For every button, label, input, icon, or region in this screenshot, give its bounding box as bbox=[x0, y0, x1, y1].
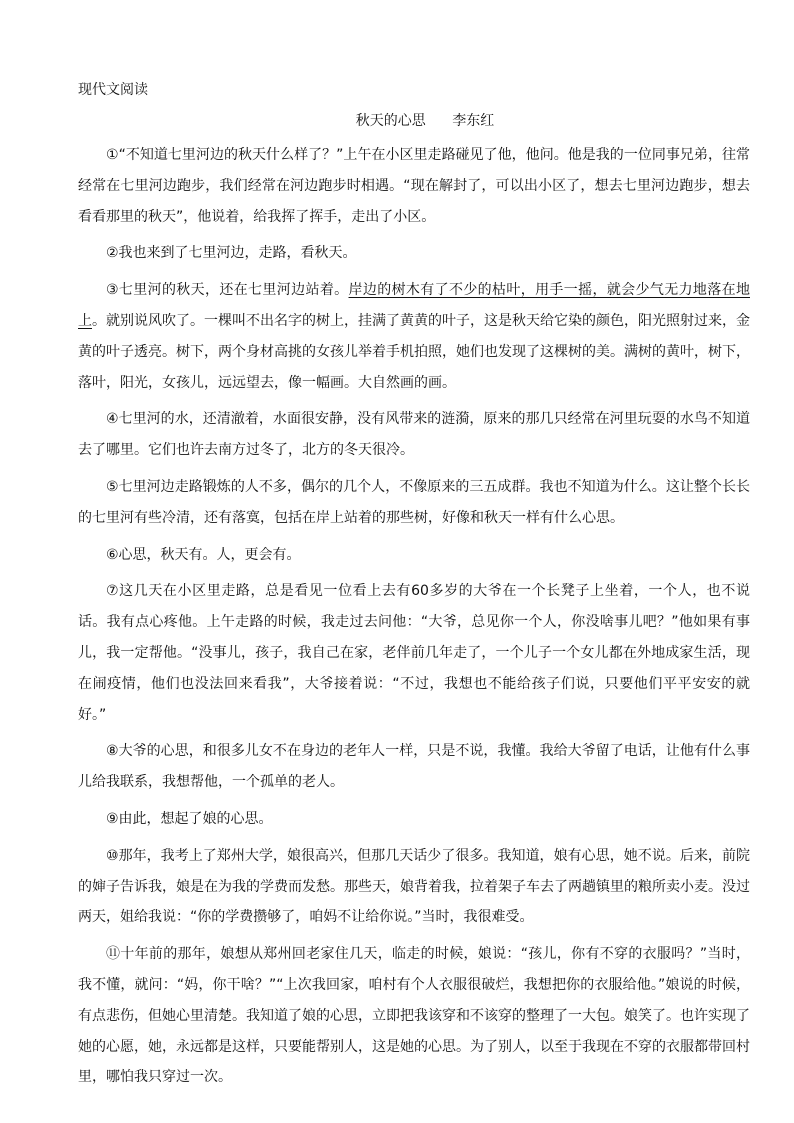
paragraph-8: ⑧大爷的心思，和很多儿女不在身边的老年人一样，只是不说，我懂。我给大爷留了电话，让他有什么事儿给我联系，我想帮他，一个孤单的老人。 bbox=[78, 743, 750, 791]
paragraph-7: ⑦这几天在小区里走路，总是看见一位看上去有60多岁的大爷在一个长凳子上坐着，一个人，也不说话。我有点心疼他。上午走路的时候，我走过去问他：“大爷，总见你一个人，你没啥事儿吧？”他如果有事儿，我一定帮他。“没事儿，孩子，我自己在家，老伴前几年走了，一个儿子一个女儿都在外地成家生活，现在闹疫情，他们也没法回来看我”，大爷接着说：“不过，我想也不能给孩子们说，只要他们平平安安的就好。” bbox=[78, 583, 750, 723]
article-title: 秋天的心思 bbox=[355, 113, 426, 129]
paragraph-3 bbox=[78, 275, 750, 398]
underlined-sentence: 岸边的树木有了不少的枯叶，用手一摇，就会少气无力地落在地上 bbox=[78, 282, 750, 329]
paragraph-9: ⑨由此，想起了娘的心思。 bbox=[106, 810, 273, 827]
paragraph-11: ⑪十年前的那年，娘想从郑州回老家住几天，临走的时候，娘说：“孩儿，你有不穿的衣服吗？”当时，我不懂，就问：“妈，你干啥？”“上次我回家，咱村有个人衣服很破烂，我想把你的衣服给他。”娘说的时候，有点悲伤，但她心里清楚。我知道了娘的心思，立即把我该穿和不该穿的整理了一大包。娘笑了。也许实现了她的心愿，她，永远都是这样，只要能帮别人，这是她的心思。为了别人，以至于我现在不穿的衣服都带回村里，哪怕我只穿过一次。 bbox=[78, 946, 750, 1086]
paragraph-2: ②我也来到了七里河边，走路，看秋天。 bbox=[106, 245, 357, 262]
article-heading bbox=[0, 111, 794, 131]
paragraph-6: ⑥心思，秋天有。人，更会有。 bbox=[106, 546, 301, 563]
paragraph-3-after: 。就别说风吹了。一棵叫不出名字的树上，挂满了黄黄的叶子，这是秋天给它染的颜色，阳光照射过来，金黄的叶子透亮。树下，两个身材高挑的女孩儿举着手机拍照，她们也发现了这棵树的美。满树的黄叶，树下，落叶，阳光，女孩儿，远远望去，像一幅画。大自然画的画。 bbox=[78, 312, 750, 391]
paragraph-10: ⑩那年，我考上了郑州大学，娘很高兴，但那几天话少了很多。我知道，娘有心思，她不说。后来，前院的婶子告诉我，娘是在为我的学费而发愁。那些天，娘背着我，拉着架子车去了两趟镇里的粮所卖小麦。没过两天，姐给我说：“你的学费攒够了，咱妈不让给你说。”当时，我很难受。 bbox=[78, 847, 750, 926]
paragraph-1: ①“不知道七里河边的秋天什么样了？”上午在小区里走路碰见了他，他问。他是我的一位同事兄弟，往常经常在七里河边跑步，我们经常在河边跑步时相遇。“现在解封了，可以出小区了，想去七里河边跑步，想去看看那里的秋天”，他说着，给我挥了挥手，走出了小区。 bbox=[78, 147, 750, 225]
section-title: 现代文阅读 bbox=[78, 82, 148, 98]
paragraph-4: ④七里河的水，还清澈着，水面很安静，没有风带来的涟漪，原来的那几只经常在河里玩耍的水鸟不知道去了哪里。它们也许去南方过冬了，北方的冬天很冷。 bbox=[78, 411, 750, 459]
paragraph-5: ⑤七里河边走路锻炼的人不多，偶尔的几个人，不像原来的三五成群。我也不知道为什么。这让整个长长的七里河有些冷清，还有落寞，包括在岸上站着的那些树，好像和秋天一样有什么心思。 bbox=[78, 478, 750, 526]
paragraph-3-before: ③七里河的秋天，还在七里河边站着。 bbox=[106, 282, 349, 299]
article-author: 李东红 bbox=[452, 113, 495, 129]
article-body bbox=[78, 140, 750, 1099]
